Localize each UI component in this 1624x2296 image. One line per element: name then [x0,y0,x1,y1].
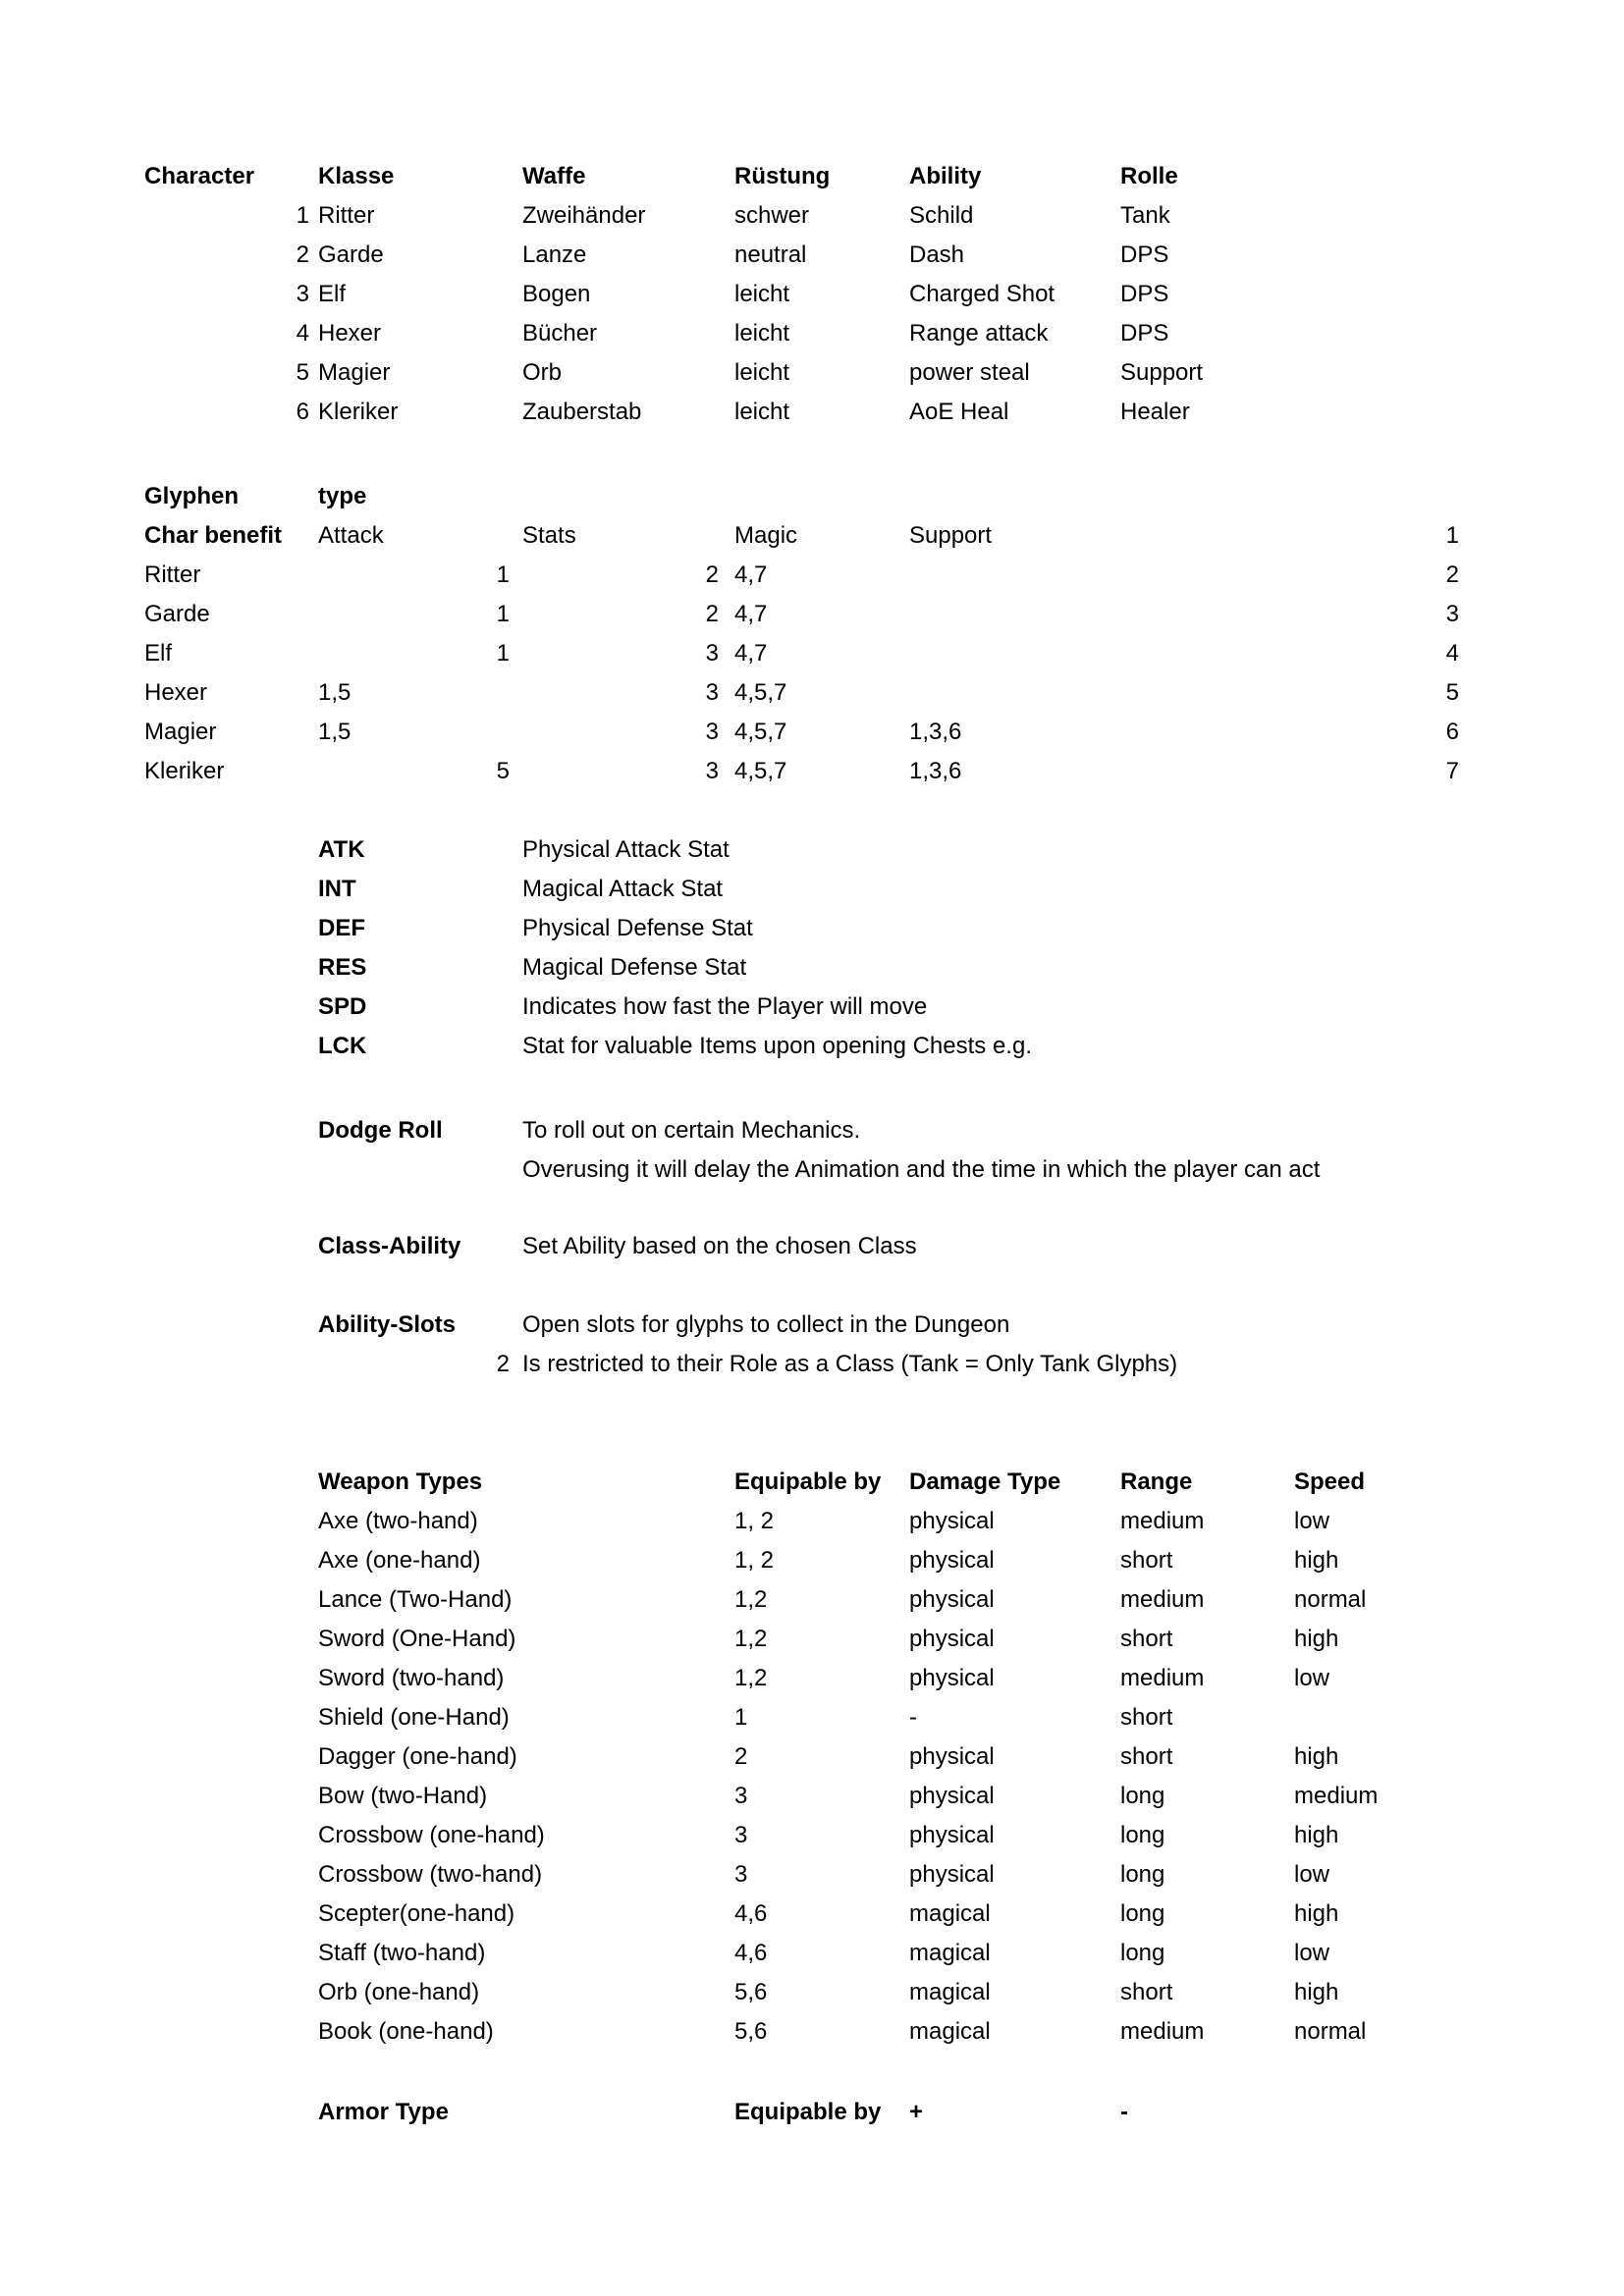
class-ability-desc: Set Ability based on the chosen Class [522,1233,917,1259]
weapon-row-name: Book (one-hand) [318,2018,494,2045]
weapon-row-equip: 2 [734,1743,748,1770]
weapon-table-header-speed: Speed [1294,1468,1366,1495]
glyph-row-number: 4 [1445,640,1459,667]
glyph-row-name: Magier [144,719,217,745]
weapon-row-equip: 1, 2 [734,1547,775,1574]
weapon-table-header-range: Range [1120,1468,1193,1495]
weapon-row-equip: 5,6 [734,2018,768,2045]
weapon-row-speed: low [1294,1861,1330,1888]
weapon-row-name: Crossbow (two-hand) [318,1861,543,1888]
character-row-ability: Range attack [909,320,1049,347]
weapon-row-name: Axe (one-hand) [318,1547,481,1574]
character-row-klasse: Garde [318,241,384,268]
glyph-header-attack: Attack [318,522,384,549]
glyph-row-magic: 4,5,7 [734,719,787,745]
stat-desc: Magical Defense Stat [522,954,747,981]
glyph-row-stats-num: 2 [705,561,719,588]
character-table-header-ruestung: Rüstung [734,163,831,189]
weapon-row-equip: 1 [734,1704,748,1731]
glyph-row-stats-num: 3 [705,679,719,706]
weapon-row-speed: high [1294,1626,1339,1652]
weapon-row-damage: - [909,1704,917,1731]
weapon-row-speed: normal [1294,2018,1367,2045]
dodge-roll-line1: To roll out on certain Mechanics. [522,1117,861,1144]
character-row-klasse: Kleriker [318,399,399,425]
character-row-ruestung: leicht [734,320,790,347]
armor-table-header-equip: Equipable by [734,2099,882,2125]
stat-desc: Indicates how fast the Player will move [522,993,928,1020]
character-row-waffe: Bogen [522,281,591,307]
character-row-waffe: Zweihänder [522,202,646,229]
weapon-row-speed: low [1294,1508,1330,1534]
glyph-row-name: Elf [144,640,173,667]
glyph-header-label: Char benefit [144,522,283,549]
weapon-row-damage: physical [909,1783,995,1809]
stat-abbr: RES [318,954,367,981]
weapon-row-range: long [1120,1861,1165,1888]
glyph-row-number: 1 [1445,522,1459,549]
glyph-table-subtitle: type [318,483,367,509]
weapon-row-equip: 3 [734,1822,748,1848]
glyph-row-number: 7 [1445,758,1459,784]
glyph-header-support: Support [909,522,993,549]
weapon-row-range: medium [1120,2018,1205,2045]
glyph-row-number: 6 [1445,719,1459,745]
glyph-row-number: 3 [1445,601,1459,627]
glyph-header-magic: Magic [734,522,798,549]
character-row-klasse: Elf [318,281,347,307]
stat-desc: Physical Defense Stat [522,915,753,941]
ability-slots-term: Ability-Slots [318,1311,457,1338]
stat-desc: Magical Attack Stat [522,876,724,902]
glyph-row-attack-num: 1 [496,640,510,667]
stat-abbr: LCK [318,1033,367,1059]
character-row-num: 5 [296,359,309,386]
weapon-table-header-damage: Damage Type [909,1468,1061,1495]
glyph-row-attack-text: 1,5 [318,719,352,745]
dodge-roll-line2: Overusing it will delay the Animation and the time in which the player can act [522,1156,1321,1183]
weapon-row-name: Lance (Two-Hand) [318,1586,513,1613]
character-table-header-character: Character [144,163,255,189]
character-row-rolle: Tank [1120,202,1170,229]
weapon-row-damage: physical [909,1626,995,1652]
character-row-ability: AoE Heal [909,399,1009,425]
glyph-row-name: Garde [144,601,210,627]
weapon-row-speed: high [1294,1743,1339,1770]
character-row-num: 4 [296,320,309,347]
weapon-row-range: medium [1120,1586,1205,1613]
weapon-row-range: short [1120,1743,1173,1770]
class-ability-term: Class-Ability [318,1233,461,1259]
glyph-row-name: Ritter [144,561,201,588]
glyph-row-number: 5 [1445,679,1459,706]
character-row-waffe: Lanze [522,241,587,268]
glyph-row-magic: 4,7 [734,601,768,627]
weapon-row-damage: magical [909,2018,991,2045]
weapon-row-name: Axe (two-hand) [318,1508,478,1534]
character-row-rolle: DPS [1120,320,1169,347]
glyph-row-name: Hexer [144,679,208,706]
weapon-row-damage: physical [909,1743,995,1770]
weapon-row-equip: 3 [734,1783,748,1809]
weapon-row-speed: normal [1294,1586,1367,1613]
character-row-ruestung: leicht [734,281,790,307]
weapon-row-range: long [1120,1940,1165,1966]
weapon-row-range: short [1120,1626,1173,1652]
glyph-row-number: 2 [1445,561,1459,588]
character-row-num: 3 [296,281,309,307]
weapon-row-equip: 1,2 [734,1586,768,1613]
armor-table-header-name: Armor Type [318,2099,449,2125]
glyph-row-magic: 4,7 [734,640,768,667]
glyph-table-title: Glyphen [144,483,240,509]
weapon-row-damage: physical [909,1665,995,1691]
weapon-row-speed: medium [1294,1783,1379,1809]
weapon-row-speed: high [1294,1822,1339,1848]
weapon-row-damage: physical [909,1586,995,1613]
character-row-ruestung: schwer [734,202,810,229]
glyph-row-support: 1,3,6 [909,719,962,745]
character-row-rolle: DPS [1120,241,1169,268]
weapon-row-name: Shield (one-Hand) [318,1704,510,1731]
weapon-row-speed: high [1294,1979,1339,2005]
weapon-row-equip: 5,6 [734,1979,768,2005]
weapon-row-damage: magical [909,1979,991,2005]
glyph-row-attack-num: 1 [496,561,510,588]
weapon-row-range: medium [1120,1508,1205,1534]
weapon-row-damage: physical [909,1822,995,1848]
stat-abbr: DEF [318,915,365,941]
character-table-header-klasse: Klasse [318,163,395,189]
glyph-row-stats-num: 2 [705,601,719,627]
weapon-row-equip: 1,2 [734,1626,768,1652]
character-row-ruestung: leicht [734,399,790,425]
weapon-row-damage: physical [909,1508,995,1534]
armor-table-header-plus: + [909,2099,924,2125]
character-row-ruestung: neutral [734,241,807,268]
character-row-num: 2 [296,241,309,268]
weapon-row-equip: 4,6 [734,1940,768,1966]
weapon-table-header-name: Weapon Types [318,1468,483,1495]
dodge-roll-term: Dodge Roll [318,1117,443,1144]
armor-table-header-minus: - [1120,2099,1128,2125]
weapon-row-range: long [1120,1783,1165,1809]
character-row-rolle: DPS [1120,281,1169,307]
character-table-header-ability: Ability [909,163,982,189]
weapon-row-range: short [1120,1547,1173,1574]
glyph-row-stats-num: 3 [705,640,719,667]
character-row-ability: Schild [909,202,974,229]
stat-abbr: ATK [318,836,365,863]
ability-slots-desc: Open slots for glyphs to collect in the Dungeon [522,1311,1010,1338]
weapon-table-header-equip: Equipable by [734,1468,882,1495]
glyph-row-attack-text: 1,5 [318,679,352,706]
weapon-row-range: short [1120,1704,1173,1731]
glyph-row-magic: 4,5,7 [734,758,787,784]
weapon-row-equip: 1, 2 [734,1508,775,1534]
weapon-row-name: Sword (One-Hand) [318,1626,516,1652]
weapon-row-name: Sword (two-hand) [318,1665,505,1691]
character-row-klasse: Hexer [318,320,382,347]
weapon-row-range: long [1120,1822,1165,1848]
character-row-klasse: Ritter [318,202,375,229]
character-row-num: 6 [296,399,309,425]
glyph-header-stats: Stats [522,522,576,549]
character-row-ruestung: leicht [734,359,790,386]
character-row-rolle: Healer [1120,399,1190,425]
weapon-row-name: Dagger (one-hand) [318,1743,517,1770]
ability-slots-note-num: 2 [496,1351,510,1377]
character-table-header-rolle: Rolle [1120,163,1178,189]
weapon-row-range: short [1120,1979,1173,2005]
character-row-waffe: Bücher [522,320,598,347]
glyph-row-attack-num: 5 [496,758,510,784]
stat-desc: Physical Attack Stat [522,836,730,863]
character-row-ability: Charged Shot [909,281,1056,307]
weapon-row-damage: physical [909,1547,995,1574]
weapon-row-name: Staff (two-hand) [318,1940,486,1966]
weapon-row-equip: 1,2 [734,1665,768,1691]
weapon-row-damage: magical [909,1900,991,1927]
weapon-row-name: Scepter(one-hand) [318,1900,515,1927]
weapon-row-name: Orb (one-hand) [318,1979,480,2005]
glyph-row-stats-num: 3 [705,719,719,745]
glyph-row-stats-num: 3 [705,758,719,784]
character-table-header-waffe: Waffe [522,163,586,189]
weapon-row-damage: magical [909,1940,991,1966]
weapon-row-speed: low [1294,1665,1330,1691]
weapon-row-range: long [1120,1900,1165,1927]
stat-abbr: INT [318,876,356,902]
glyph-row-magic: 4,7 [734,561,768,588]
character-row-klasse: Magier [318,359,391,386]
stat-abbr: SPD [318,993,367,1020]
weapon-row-name: Crossbow (one-hand) [318,1822,545,1848]
character-row-waffe: Orb [522,359,563,386]
stat-desc: Stat for valuable Items upon opening Chests e.g. [522,1033,1032,1059]
weapon-row-name: Bow (two-Hand) [318,1783,488,1809]
character-row-ability: power steal [909,359,1030,386]
weapon-row-damage: physical [909,1861,995,1888]
ability-slots-note: Is restricted to their Role as a Class (Tank = Only Tank Glyphs) [522,1351,1178,1377]
weapon-row-speed: high [1294,1547,1339,1574]
weapon-row-equip: 3 [734,1861,748,1888]
weapon-row-speed: low [1294,1940,1330,1966]
glyph-row-support: 1,3,6 [909,758,962,784]
weapon-row-equip: 4,6 [734,1900,768,1927]
glyph-row-name: Kleriker [144,758,225,784]
weapon-row-range: medium [1120,1665,1205,1691]
character-row-rolle: Support [1120,359,1204,386]
character-row-ability: Dash [909,241,965,268]
glyph-row-magic: 4,5,7 [734,679,787,706]
character-row-num: 1 [296,202,309,229]
character-row-waffe: Zauberstab [522,399,642,425]
weapon-row-speed: high [1294,1900,1339,1927]
glyph-row-attack-num: 1 [496,601,510,627]
